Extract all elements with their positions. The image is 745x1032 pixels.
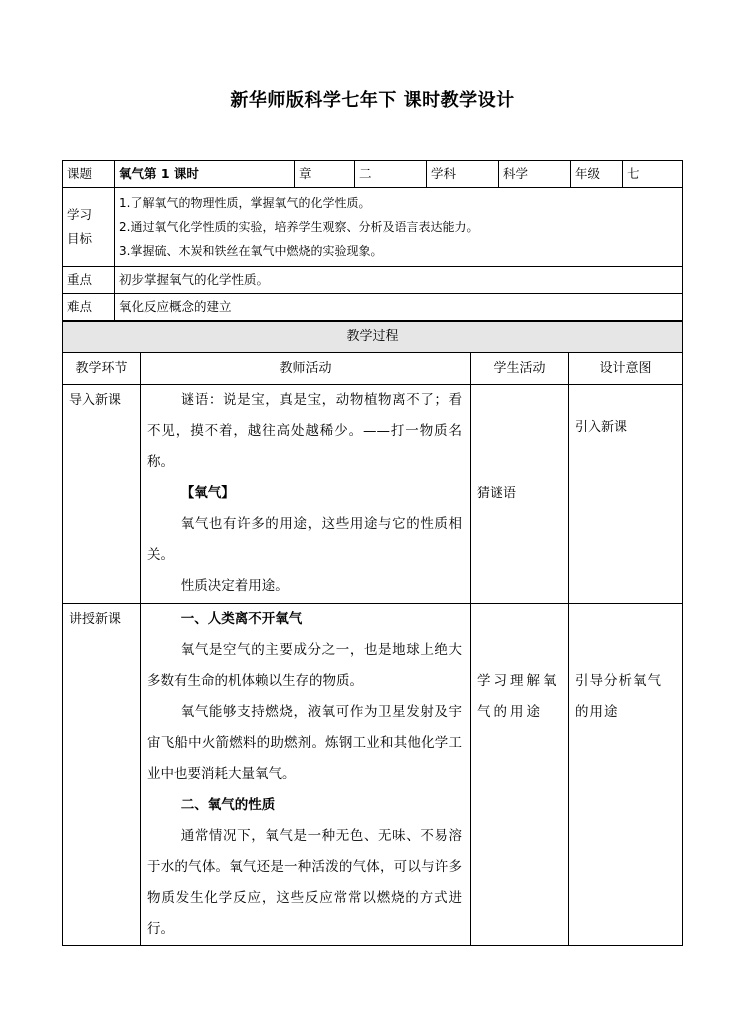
objectives-label-text: 学习目标 (67, 207, 93, 246)
objective-item: 2.通过氧气化学性质的实验，培养学生观察、分析及语言表达能力。 (119, 220, 479, 234)
teacher-activity-cell (141, 385, 471, 604)
key-point-value: 初步掌握氧气的化学性质。 (115, 267, 683, 294)
student-activity-cell: 猜谜语 (471, 385, 569, 604)
difficulty-value: 氧化反应概念的建立 (115, 294, 683, 321)
key-point-label: 重点 (63, 267, 115, 294)
teacher-activity-cell (141, 604, 471, 946)
design-intent-cell: 引入新课 (569, 385, 683, 604)
teacher-paragraph: 氧气也有许多的用途，这些用途与它的性质相关。 (147, 516, 462, 563)
column-header: 设计意图 (569, 353, 683, 385)
objective-item: 3.掌握硫、木炭和铁丝在氧气中燃烧的实验现象。 (119, 244, 383, 258)
subject-label: 学科 (427, 161, 499, 188)
topic-label: 课题 (63, 161, 115, 188)
teacher-paragraph: 氧气是空气的主要成分之一，也是地球上绝大多数有生命的机体赖以生存的物质。 (147, 642, 462, 689)
column-header: 教师活动 (141, 353, 471, 385)
student-activity-cell: 学习理解氧气的用途 (471, 604, 569, 946)
difficulty-label: 难点 (63, 294, 115, 321)
teacher-paragraph: 性质决定着用途。 (180, 578, 289, 594)
grade-value: 七 (623, 161, 683, 188)
teacher-paragraph: 谜语：说是宝，真是宝，动物植物离不了；看不见，摸不着，越往高处越稀少。——打一物质名称。 (147, 392, 462, 470)
topic-value: 氧气第 1 课时 (115, 161, 295, 188)
objective-item: 1.了解氧气的物理性质，掌握氧气的化学性质。 (119, 196, 371, 210)
lesson-info-table (62, 160, 683, 321)
column-header: 教学环节 (63, 353, 141, 385)
objectives-list (115, 188, 683, 267)
chapter-value: 二 (355, 161, 427, 188)
chapter-label: 章 (295, 161, 355, 188)
teacher-paragraph: 【氧气】 (180, 485, 235, 501)
stage-cell: 导入新课 (63, 385, 141, 604)
teaching-process-table (62, 321, 683, 946)
grade-label: 年级 (571, 161, 623, 188)
teacher-paragraph: 通常情况下，氧气是一种无色、无味、不易溶于水的气体。氧气还是一种活泼的气体，可以与许多物质发生化学反应，这些反应常常以燃烧的方式进行。 (147, 828, 462, 937)
table-row (63, 604, 683, 946)
stage-cell: 讲授新课 (63, 604, 141, 946)
subject-value: 科学 (499, 161, 571, 188)
column-header: 学生活动 (471, 353, 569, 385)
teacher-paragraph: 氧气能够支持燃烧，液氧可作为卫星发射及宇宙飞船中火箭燃料的助燃剂。炼钢工业和其他化学工业中也要消耗大量氧气。 (147, 704, 462, 782)
objectives-label (63, 188, 115, 267)
table-row (63, 385, 683, 604)
teacher-paragraph: 二、氧气的性质 (180, 797, 276, 813)
design-intent-cell: 引导分析氧气的用途 (569, 604, 683, 946)
teacher-paragraph: 一、人类离不开氧气 (180, 611, 303, 627)
page-title: 新华师版科学七年下 课时教学设计 (230, 90, 515, 111)
process-heading: 教学过程 (63, 322, 683, 353)
